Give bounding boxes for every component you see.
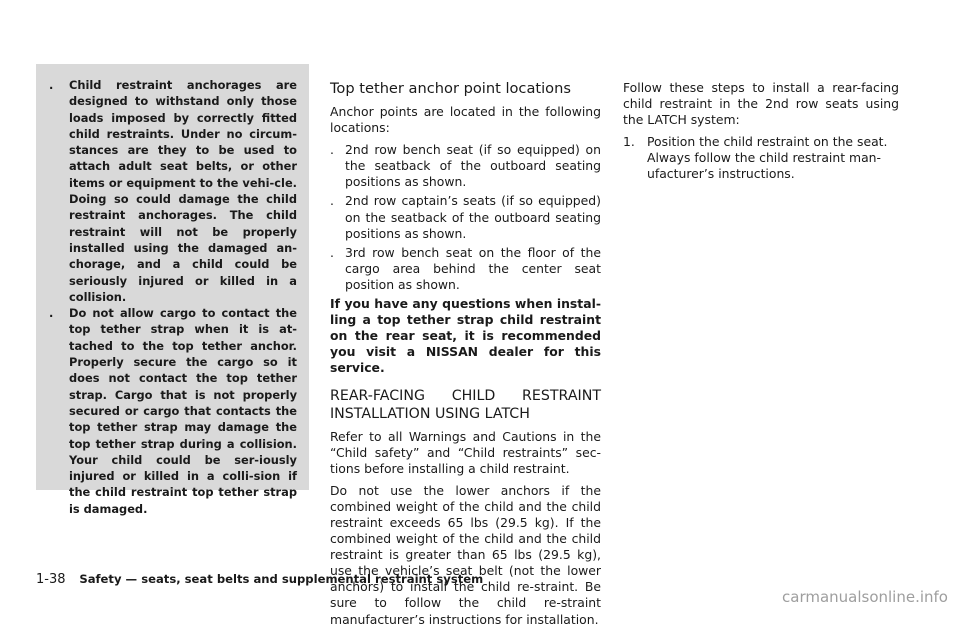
list-item-text: 2nd row captain’s seats (if so equipped) on the seatback of the outboard seating positions as shown. <box>345 193 601 241</box>
bullet: . <box>330 142 334 158</box>
column-right <box>623 80 899 183</box>
topic-heading: Top tether anchor point locations <box>330 80 571 97</box>
step-item <box>623 134 899 182</box>
bullet: . <box>49 78 54 92</box>
list-item-text: 3rd row bench seat on the floor of the cargo area behind the center seat position as shown. <box>345 244 601 292</box>
list-item <box>330 193 601 241</box>
step-number: 1. <box>623 134 635 150</box>
page-footer <box>36 572 483 587</box>
bullet: . <box>330 193 334 209</box>
warning-text: Child restraint anchorages are designed to withstand only those loads imposed by correctly fitted child restraints. Under no circum-stances are they to be used to attach adult seat belts, or other items or equipment to the vehi-cle. Doing so could damage the child restraint anchorages. The child restraint will not be properly installed using the damaged an-chorage, and a child could be seriously injured or killed in a collision. <box>69 78 297 304</box>
page-number: 1-38 <box>36 572 66 587</box>
warning-item <box>49 305 297 517</box>
intro-paragraph: Anchor points are located in the following locations: <box>330 104 601 136</box>
list-item-text: 2nd row bench seat (if so equipped) on the seatback of the outboard seating positions as shown. <box>345 142 601 190</box>
section-heading: REAR-FACING CHILD RESTRAINT INSTALLATION USING LATCH <box>330 387 601 422</box>
body-paragraph: Refer to all Warnings and Cautions in the “Child safety” and “Child restraints” sec-tions before installing a child restraint. <box>330 428 601 476</box>
step-text: Position the child restraint on the seat. Always follow the child restraint man-ufacturer’s instructions. <box>647 134 888 182</box>
bold-note: If you have any questions when instal-ling a top tether strap child restraint on the rear seat, it is recommended you visit a NISSAN dealer for this service. <box>330 296 601 376</box>
column-middle <box>330 80 601 634</box>
warning-box <box>36 64 309 516</box>
body-paragraph: Do not use the lower anchors if the combined weight of the child and the child restraint exceeds 65 lbs (29.5 kg). If the combined weight of the child and the child restraint is greater than 65 lbs (29.5 kg), use the vehicle’s seat belt (not the lower anchors) to install the child re-straint. Be sure to follow the child re-straint manufacturer’s instructions for installation. <box>330 482 601 627</box>
warning-text: Do not allow cargo to contact the top tether strap when it is at-tached to the top tether anchor. Properly secure the cargo so it does not contact the top tether strap. Cargo that is not properly secured or cargo that contacts the top tether strap may damage the top tether strap during a collision. Your child could be ser-iously injured or killed in a colli-sion if the child restraint top tether strap is damaged. <box>69 306 297 516</box>
list-item <box>330 142 601 190</box>
warning-item <box>49 77 297 305</box>
footer-section-title: Safety — seats, seat belts and supplemental restraint system <box>79 572 484 586</box>
intro-paragraph: Follow these steps to install a rear-facing child restraint in the 2nd row seats using the LATCH system: <box>623 80 899 128</box>
list-item <box>330 245 601 293</box>
bullet: . <box>330 244 334 260</box>
bullet: . <box>49 306 54 321</box>
watermark: carmanualsonline.info <box>782 588 948 606</box>
